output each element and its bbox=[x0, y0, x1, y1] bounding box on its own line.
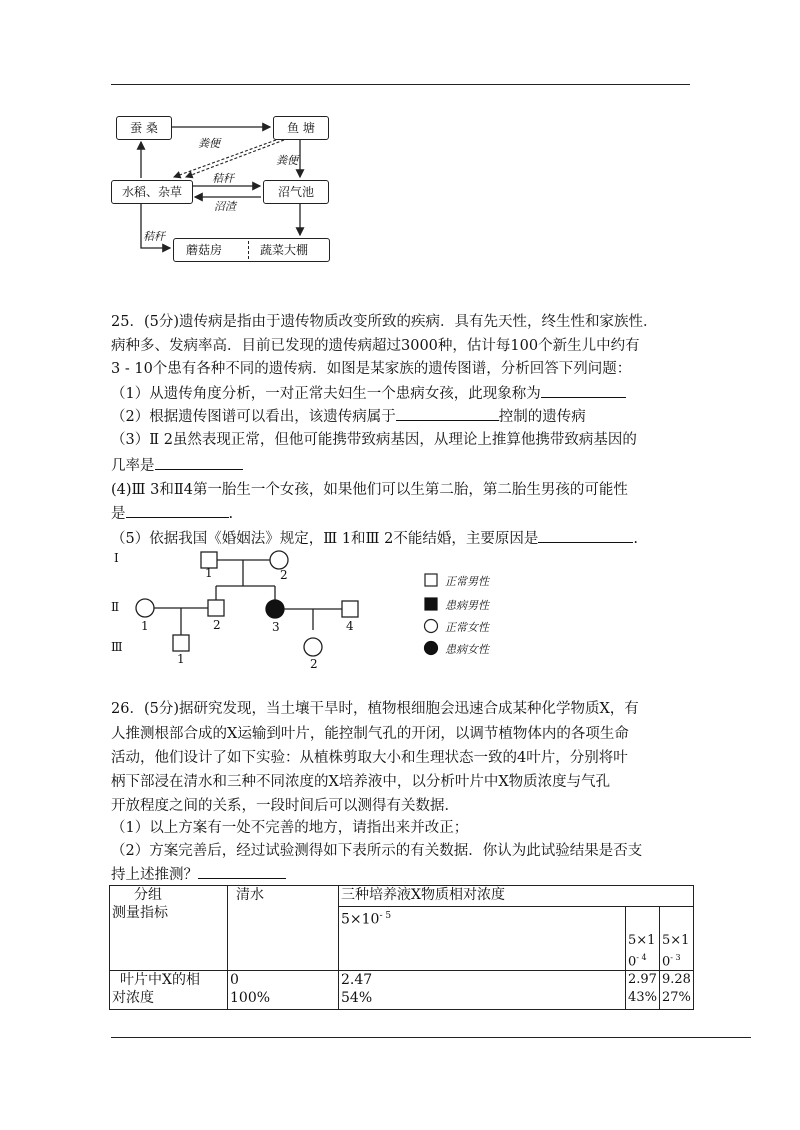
table-c2-v2: 43% bbox=[628, 990, 657, 1005]
legend-affected-female: 患病女性 bbox=[445, 643, 489, 656]
flow-label-residue: 沼渣 bbox=[214, 200, 236, 213]
answer-blank[interactable] bbox=[198, 864, 286, 879]
table-c3-v1: 9.28 bbox=[661, 972, 691, 987]
q25-sub-5-tail: . bbox=[633, 531, 638, 547]
table-row-label bbox=[110, 971, 228, 1010]
flow-box-mushroom: 蘑菇房 bbox=[186, 243, 223, 257]
pedigree-num: 4 bbox=[346, 619, 354, 633]
table-c1-v1: 2.47 bbox=[341, 972, 373, 988]
q25-sub-5-text: （5）依据我国《婚姻法》规定，Ⅲ 1和Ⅲ 2不能结婚，主要原因是 bbox=[111, 531, 539, 547]
table-c2-head-a: 5×1 bbox=[628, 932, 656, 948]
flow-label-manure-2: 粪便 bbox=[276, 154, 298, 167]
legend-normal-female-symbol bbox=[425, 620, 438, 633]
q26-sub-2: （2）方案完善后，经过试验测得如下表所示的有关数据．你认为此试验结果是否支 bbox=[111, 843, 643, 859]
legend-normal-male: 正常男性 bbox=[445, 575, 489, 588]
pedigree-gen-I: Ⅰ bbox=[114, 551, 119, 565]
table-header-group-index bbox=[110, 886, 228, 971]
q26-line-3: 活动，他们设计了如下实验：从植株剪取大小和生理状态一致的4叶片，分别将叶 bbox=[111, 750, 628, 766]
q26-line-1: 26．(5分)据研究发现，当土壤干旱时，植物根细胞会迅速合成某种化学物质X，有 bbox=[111, 701, 639, 717]
legend-normal-female: 正常女性 bbox=[445, 621, 489, 634]
q25-sub-4b-tail: . bbox=[228, 506, 234, 522]
q26-sub-1: （1）以上方案有一处不完善的地方，请指出来并改正； bbox=[111, 820, 469, 836]
q25-sub-2-tail: 控制的遗传病 bbox=[498, 409, 586, 425]
table-water-v1: 0 bbox=[230, 972, 239, 988]
q25-sub-4b-text: 是 bbox=[111, 506, 126, 522]
pedigree-num: 2 bbox=[213, 618, 221, 632]
table-subheader-c3 bbox=[659, 907, 693, 971]
pedigree-num: 3 bbox=[272, 620, 280, 634]
table-c3-exp: - 3 bbox=[670, 952, 681, 962]
table-c1-exp: - 5 bbox=[379, 911, 392, 922]
q25-sub-3b-text: 几率是 bbox=[111, 458, 155, 474]
flow-label-straw-2: 秸秆 bbox=[143, 230, 165, 243]
flow-box-rice-weeds: 水稻、杂草 bbox=[111, 180, 193, 204]
table-c1-head: 5×10 bbox=[341, 911, 380, 928]
q26-sub-2b-text: 持上述推测？ bbox=[111, 867, 198, 883]
legend-affected-female-symbol bbox=[425, 642, 438, 655]
table-cell-water bbox=[228, 971, 339, 1010]
q25-line-1: 25．(5分)遗传病是指由于遗传物质改变所致的疾病．具有先天性，终生性和家族性． bbox=[111, 314, 658, 330]
legend-affected-male-symbol bbox=[425, 598, 437, 610]
pedigree-II3-affected-female bbox=[266, 600, 284, 618]
q26-line-4: 柄下部浸在清水和三种不同浓度的X培养液中，以分析叶片中X物质浓度与气孔 bbox=[111, 774, 611, 790]
table-row-label-b: 对浓度 bbox=[112, 990, 154, 1006]
table-header-group: 分组 bbox=[134, 887, 162, 903]
pedigree-num: 2 bbox=[280, 568, 288, 582]
q25-line-3: 3 - 10个患有各种不同的遗传病．如图是某家族的遗传图谱，分析回答下列问题： bbox=[111, 361, 632, 377]
table-cell-c1 bbox=[339, 971, 626, 1010]
flow-box-vegetable-greenhouse: 蔬菜大棚 bbox=[260, 243, 309, 257]
q25-sub-2-text: （2）根据遗传图谱可以看出，该遗传病属于 bbox=[111, 409, 396, 425]
table-header-three: 三种培养液X物质相对浓度 bbox=[339, 886, 694, 907]
q25-sub-4: (4)Ⅲ 3和Ⅱ4第一胎生一个女孩，如果他们可以生第二胎，第二胎生男孩的可能性 bbox=[111, 482, 628, 498]
q26-sub-2b bbox=[111, 864, 286, 885]
pedigree-gen-III: Ⅲ bbox=[111, 640, 123, 654]
table-c3-head-b: 0 bbox=[661, 954, 671, 969]
table-c3-head-a: 5×1 bbox=[661, 932, 690, 948]
q25-sub-1-text: （1）从遗传角度分析，一对正常夫妇生一个患病女孩，此现象称为 bbox=[111, 386, 541, 402]
flow-label-manure-1: 粪便 bbox=[198, 137, 220, 150]
pedigree-gen-II: Ⅱ bbox=[111, 600, 120, 614]
table-subheader-c2 bbox=[626, 907, 660, 971]
pedigree-III2-normal-female bbox=[304, 638, 322, 656]
q26-line-2: 人推测根部合成的X运输到叶片，能控制气孔的开闭，以调节植物体内的各项生命 bbox=[111, 726, 629, 742]
data-table bbox=[109, 885, 694, 1010]
flow-box-biogas: 沼气池 bbox=[263, 180, 329, 204]
legend-affected-male: 患病男性 bbox=[445, 599, 489, 612]
footer-rule bbox=[111, 1037, 751, 1038]
table-c1-v2: 54% bbox=[341, 990, 373, 1006]
table-subheader-c1 bbox=[339, 907, 626, 971]
pedigree-II1-normal-female bbox=[136, 599, 154, 617]
pedigree-num: 1 bbox=[177, 652, 185, 666]
table-cell-c2 bbox=[626, 971, 660, 1010]
pedigree-II2-normal-male bbox=[208, 600, 224, 616]
flow-label-straw-1: 秸秆 bbox=[212, 172, 234, 185]
pedigree-num: 2 bbox=[310, 657, 318, 671]
table-header-water: 清水 bbox=[228, 886, 339, 971]
flow-box-fishpond: 鱼 塘 bbox=[273, 116, 329, 140]
pedigree-II4-normal-male bbox=[342, 601, 358, 617]
pedigree-III1-normal-male bbox=[173, 635, 189, 651]
table-c2-v1: 2.97 bbox=[628, 972, 657, 987]
pedigree-I2-normal-female bbox=[270, 551, 288, 569]
flow-box-mulberry: 蚕 桑 bbox=[116, 116, 172, 140]
table-header-index: 测量指标 bbox=[112, 905, 168, 921]
table-water-v2: 100% bbox=[230, 990, 271, 1006]
table-c2-head-b-wrap bbox=[628, 949, 657, 970]
q25-line-2: 病种多、发病率高．目前已发现的遗传病超过3000种，估计每100个新生儿中约有 bbox=[111, 338, 640, 354]
table-cell-c3 bbox=[659, 971, 693, 1010]
table-c3-v2: 27% bbox=[661, 990, 691, 1005]
pedigree-num: 1 bbox=[141, 619, 149, 633]
table-c2-head-b: 0 bbox=[628, 954, 637, 969]
table-row bbox=[110, 971, 694, 1010]
q25-sub-3: （3）Ⅱ 2虽然表现正常，但他可能携带致病基因，从理论上推算他携带致病基因的 bbox=[111, 432, 637, 448]
pedigree-num: 1 bbox=[205, 566, 213, 580]
table-row-label-a: 叶片中X的相 bbox=[120, 972, 200, 988]
table-c2-exp: - 4 bbox=[636, 952, 647, 962]
table-header-row bbox=[110, 886, 694, 907]
table-c3-head-b-wrap bbox=[662, 949, 691, 970]
q26-line-5: 开放程度之间的关系，一段时间后可以测得有关数据． bbox=[111, 798, 459, 814]
legend-normal-male-symbol bbox=[425, 574, 437, 586]
